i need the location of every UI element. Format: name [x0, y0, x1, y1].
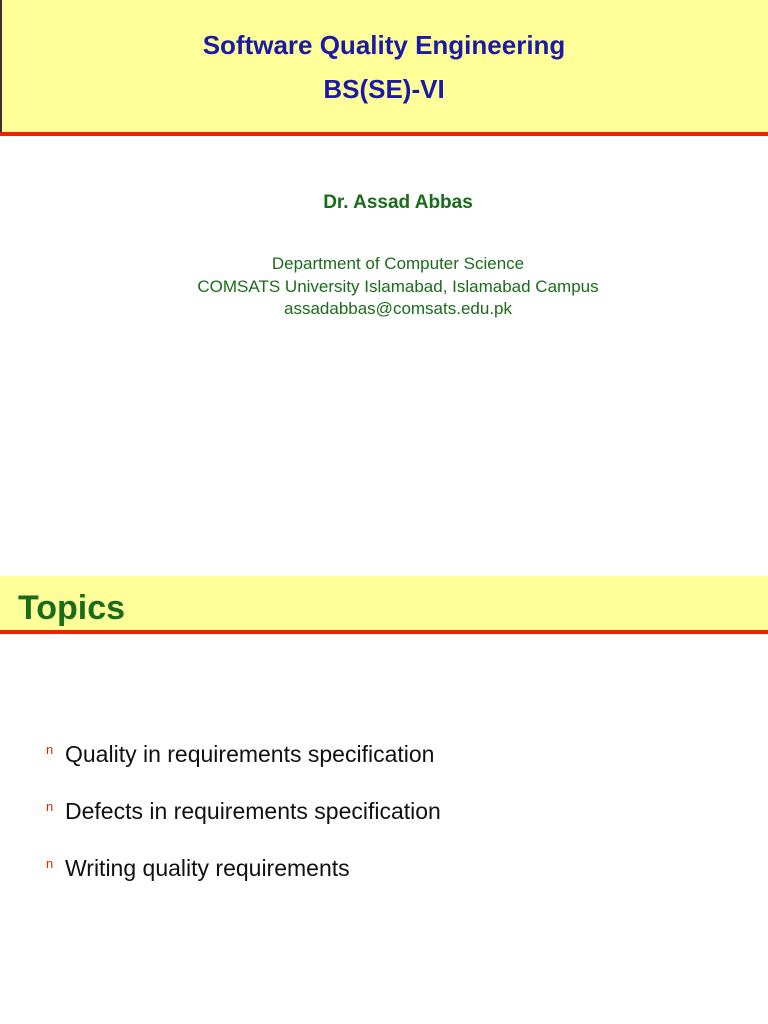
topics-title: Topics — [18, 589, 126, 627]
topics-slide — [0, 576, 768, 1024]
title-slide-divider — [0, 132, 768, 136]
bullet-icon: n — [46, 856, 54, 871]
topics-slide-divider — [0, 630, 768, 634]
department-name: Department of Computer Science — [271, 254, 525, 273]
list-item-text: Defects in requirements specification — [65, 798, 441, 824]
title-slide-header — [0, 0, 768, 132]
list-item-text: Quality in requirements specification — [65, 741, 435, 767]
bullet-icon: n — [46, 742, 54, 757]
list-item-text: Writing quality requirements — [65, 855, 350, 881]
bullet-icon: n — [46, 799, 54, 814]
course-subtitle: BS(SE)-VI — [323, 74, 445, 104]
header-left-border — [0, 0, 2, 132]
author-name: Dr. Assad Abbas — [323, 192, 473, 213]
university-name: COMSATS University Islamabad, Islamabad Campus — [197, 277, 599, 296]
author-email: assadabbas@comsats.edu.pk — [284, 299, 512, 318]
course-title: Software Quality Engineering — [202, 30, 566, 60]
topics-slide-header — [0, 576, 768, 630]
